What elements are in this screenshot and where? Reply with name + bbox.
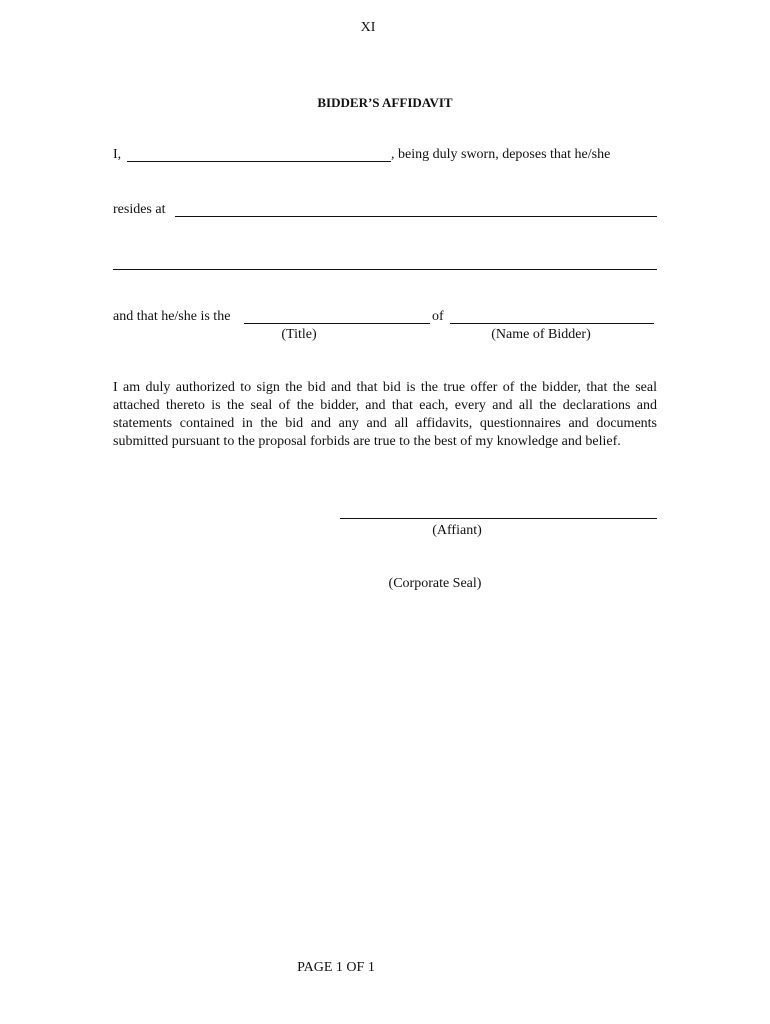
residence-line-2[interactable] bbox=[113, 269, 657, 270]
deponent-name-line[interactable] bbox=[127, 161, 391, 162]
section-number: XI bbox=[360, 20, 376, 35]
title-caption: (Title) bbox=[281, 327, 317, 342]
deponent-prefix: I, bbox=[113, 147, 122, 162]
role-prefix: and that he/she is the bbox=[113, 309, 231, 324]
residence-prefix: resides at bbox=[113, 202, 166, 217]
affidavit-statement: I am duly authorized to sign the bid and that bid is the true offer of the bidder, that the seal attached thereto is the seal of the bidder, and that each, every and all the declarations and statements contained in the bid and any and all affidavits, questionnaires and documents submitted pursuant to the proposal forbids are true to the best of my knowledge and belief. bbox=[113, 380, 657, 449]
residence-line-1[interactable] bbox=[175, 216, 657, 217]
document-title: BIDDER’S AFFIDAVIT bbox=[317, 95, 453, 110]
title-line[interactable] bbox=[244, 323, 430, 324]
deponent-suffix: , being duly sworn, deposes that he/she bbox=[391, 147, 611, 162]
role-of: of bbox=[432, 309, 444, 324]
bidder-caption: (Name of Bidder) bbox=[491, 327, 591, 342]
affiant-caption: (Affiant) bbox=[432, 523, 482, 538]
corporate-seal-caption: (Corporate Seal) bbox=[388, 576, 482, 591]
bidder-name-line[interactable] bbox=[450, 323, 654, 324]
affiant-signature-line[interactable] bbox=[340, 518, 657, 519]
page-number: PAGE 1 OF 1 bbox=[297, 960, 375, 975]
